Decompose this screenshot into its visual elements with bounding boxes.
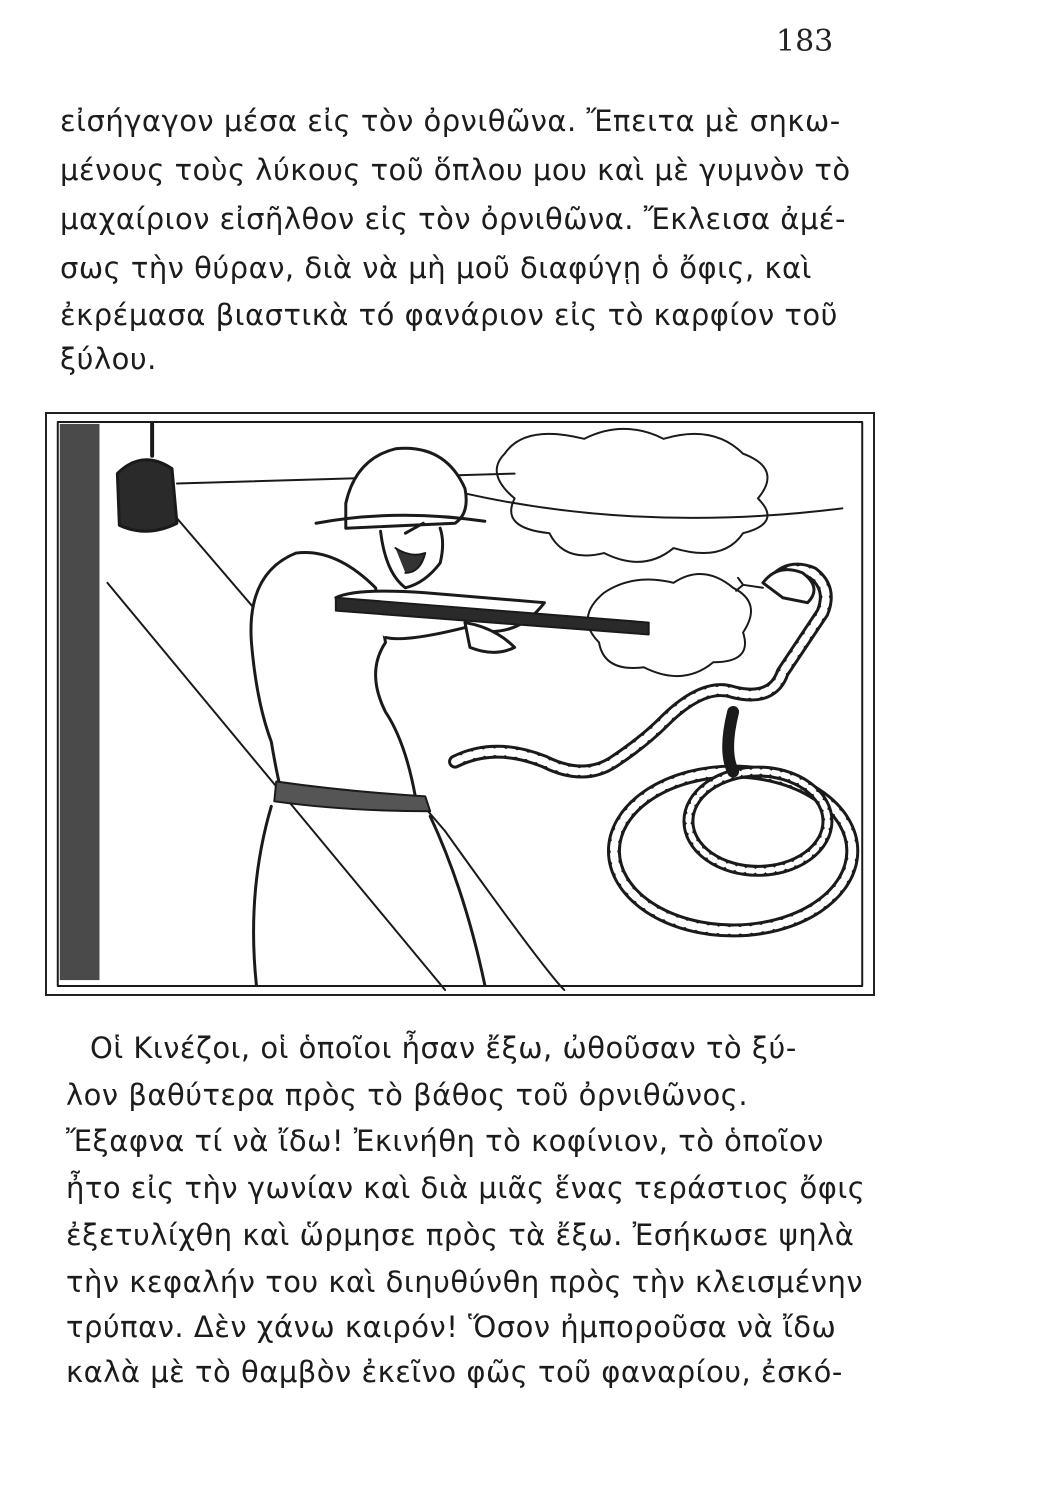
snake-tongue bbox=[736, 578, 763, 591]
text-line: καλὰ μὲ τὸ θαμβὸν ἐκεῖνο φῶς τοῦ φαναρίου, ἐσκό- bbox=[66, 1355, 843, 1389]
text-line: μαχαίριον εἰσῆλθον εἰς τὸν ὀρνιθῶνα. Ἔκλεισα ἀμέ- bbox=[60, 202, 846, 236]
text-line: Ἔξαφνα τί νὰ ἴδω! Ἐκινήθη τὸ κοφίνιον, τὸ ὁποῖον bbox=[66, 1124, 824, 1158]
text-line: ἦτο εἰς τὴν γωνίαν καὶ διὰ μιᾶς ἕνας τεράστιος ὄφις bbox=[66, 1171, 866, 1205]
smoke-cloud bbox=[497, 429, 768, 562]
text-line: τὴν κεφαλήν του καὶ διηυθύνθη πρὸς τὴν κλεισμένην bbox=[66, 1265, 864, 1299]
text-line: τρύπαν. Δὲν χάνω καιρόν! Ὅσον ἠμποροῦσα νὰ ἴδω bbox=[66, 1310, 837, 1344]
text-line: λον βαθύτερα πρὸς τὸ βάθος τοῦ ὀρνιθῶνος. bbox=[66, 1078, 749, 1112]
text-line: εἰσήγαγον μέσα εἰς τὸν ὀρνιθῶνα. Ἔπειτα μὲ σηκω- bbox=[60, 104, 841, 138]
text-line: ξύλου. bbox=[60, 342, 157, 376]
page-number: 183 bbox=[776, 24, 834, 59]
text-line: μένους τοὺς λύκους τοῦ ὅπλου μου καὶ μὲ γυμνὸν τὸ bbox=[60, 153, 851, 187]
illustration-hunter-and-snake bbox=[45, 412, 875, 996]
text-line: ἐκρέμασα βιαστικὰ τό φανάριον εἰς τὸ καρφίον τοῦ bbox=[60, 298, 838, 332]
light-beam bbox=[177, 474, 515, 484]
text-line: Οἱ Κινέζοι, οἱ ὁποῖοι ἦσαν ἔξω, ὠθοῦσαν τὸ ξύ- bbox=[90, 1031, 797, 1065]
snake-head-icon bbox=[763, 570, 814, 603]
text-line: ἐξετυλίχθη καὶ ὥρμησε πρὸς τὰ ἔξω. Ἐσήκωσε ψηλὰ bbox=[66, 1218, 855, 1252]
illustration-drawing bbox=[47, 414, 873, 994]
hunter-body bbox=[251, 552, 415, 796]
wall-post bbox=[60, 424, 100, 980]
lantern-icon bbox=[117, 460, 177, 531]
text-line: σως τὴν θύραν, διὰ νὰ μὴ μοῦ διαφύγῃ ὁ ὄφις, καὶ bbox=[60, 251, 812, 285]
